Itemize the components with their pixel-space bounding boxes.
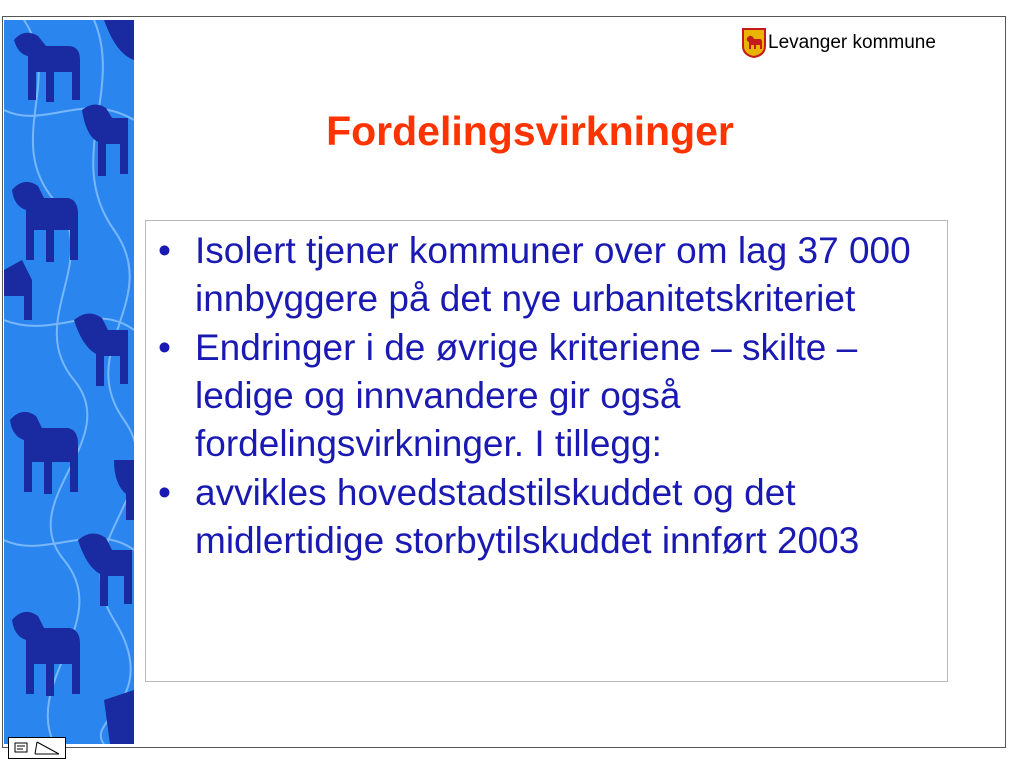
- bullet-text: Endringer i de øvrige kriteriene – skilte – ledige og innvandere gir også fordelingsvirkninger. I tillegg:: [195, 327, 858, 464]
- bullet-item: [158, 469, 948, 565]
- bullet-text: Isolert tjener kommuner over om lag 37 000 innbyggere på det nye urbanitetskriteriet: [195, 230, 911, 319]
- logo-text: Levanger kommune: [768, 32, 936, 53]
- horse-shield-icon: [742, 28, 766, 58]
- bullet-list: [158, 227, 948, 565]
- bullet-item: [158, 324, 948, 468]
- horse-pattern-graphic: [4, 20, 134, 744]
- bullet-marker: •: [158, 327, 171, 368]
- bullet-item: [158, 227, 948, 323]
- bullet-text: avvikles hovedstadstilskuddet og det midlertidige storbytilskuddet innført 2003: [195, 472, 860, 561]
- bullet-marker: •: [158, 472, 171, 513]
- speaker-notes-icon[interactable]: [8, 737, 66, 759]
- slide-title: Fordelingsvirkninger: [326, 108, 734, 154]
- levanger-kommune-logo: [742, 28, 936, 58]
- content-text-box: [145, 220, 948, 682]
- decorative-side-panel: [4, 20, 134, 744]
- notes-pencil-icon: [9, 738, 65, 758]
- bullet-marker: •: [158, 230, 171, 271]
